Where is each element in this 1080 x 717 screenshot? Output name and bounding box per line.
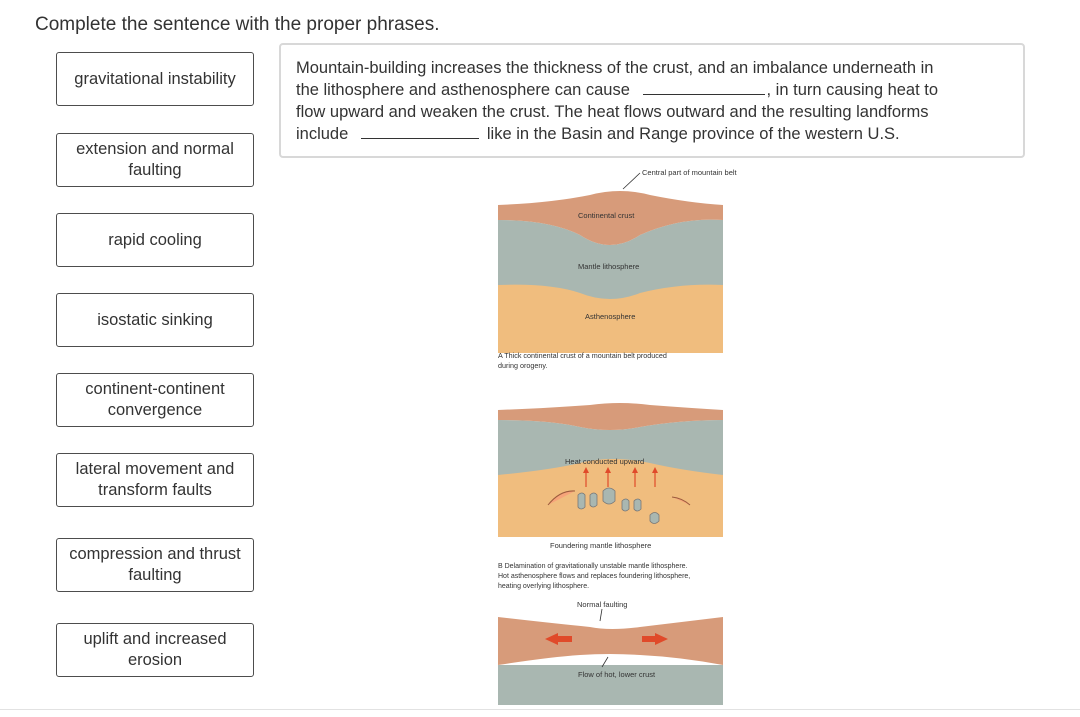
caption-b-line3: heating overlying lithosphere.: [498, 583, 590, 590]
caption-b-line1: B Delamination of gravitationally unstable mantle lithosphere.: [498, 563, 688, 570]
panel-b: [498, 403, 723, 590]
thinned-crust-c: [498, 617, 723, 665]
choice-extension-normal-faulting[interactable]: extension and normal faulting: [56, 133, 254, 187]
sentence-line-4: [296, 123, 1009, 145]
sentence-line-3: flow upward and weaken the crust. The heat flows outward and the resulting landforms: [296, 103, 929, 121]
sentence-text: include: [296, 125, 349, 143]
panel-a: [498, 168, 738, 370]
delamination-figure: [490, 165, 760, 705]
sentence-text: the lithosphere and asthenosphere can cause: [296, 81, 630, 99]
label-flow-hot-crust: Flow of hot, lower crust: [578, 670, 656, 679]
divider: [0, 709, 1080, 710]
choice-isostatic-sinking[interactable]: isostatic sinking: [56, 293, 254, 347]
sentence-text: like in the Basin and Range province of the western U.S.: [486, 125, 900, 143]
label-heat-conducted: Heat conducted upward: [565, 457, 645, 466]
label-central-belt: Central part of mountain belt: [642, 168, 737, 177]
choice-uplift-erosion[interactable]: uplift and increased erosion: [56, 623, 254, 677]
instruction-text: Complete the sentence with the proper phrases.: [35, 14, 440, 35]
choice-gravitational-instability[interactable]: gravitational instability: [56, 52, 254, 106]
panel-c: [498, 600, 723, 705]
choice-rapid-cooling[interactable]: rapid cooling: [56, 213, 254, 267]
caption-a-line2: during orogeny.: [498, 361, 548, 370]
choice-compression-thrust[interactable]: compression and thrust faulting: [56, 538, 254, 592]
choice-continent-convergence[interactable]: continent-continent convergence: [56, 373, 254, 427]
caption-b-line2: Hot asthenosphere flows and replaces foundering lithosphere,: [498, 573, 691, 580]
sentence-line-2: [296, 79, 1009, 101]
drop-blank-2[interactable]: [361, 124, 479, 139]
label-continental-crust: Continental crust: [578, 211, 635, 220]
label-asthenosphere: Asthenosphere: [585, 312, 636, 321]
label-mantle-lithosphere: Mantle lithosphere: [578, 262, 640, 271]
sentence-panel: [279, 43, 1025, 158]
drop-blank-1[interactable]: [643, 80, 765, 95]
sentence-text: , in turn causing heat to: [766, 81, 939, 99]
label-foundering: Foundering mantle lithosphere: [550, 541, 652, 550]
choice-lateral-movement[interactable]: lateral movement and transform faults: [56, 453, 254, 507]
label-normal-faulting: Normal faulting: [577, 600, 628, 609]
caption-a-line1: A Thick continental crust of a mountain belt produced: [498, 351, 667, 360]
sentence-line-1: Mountain-building increases the thickness of the crust, and an imbalance underneath in: [296, 59, 934, 77]
